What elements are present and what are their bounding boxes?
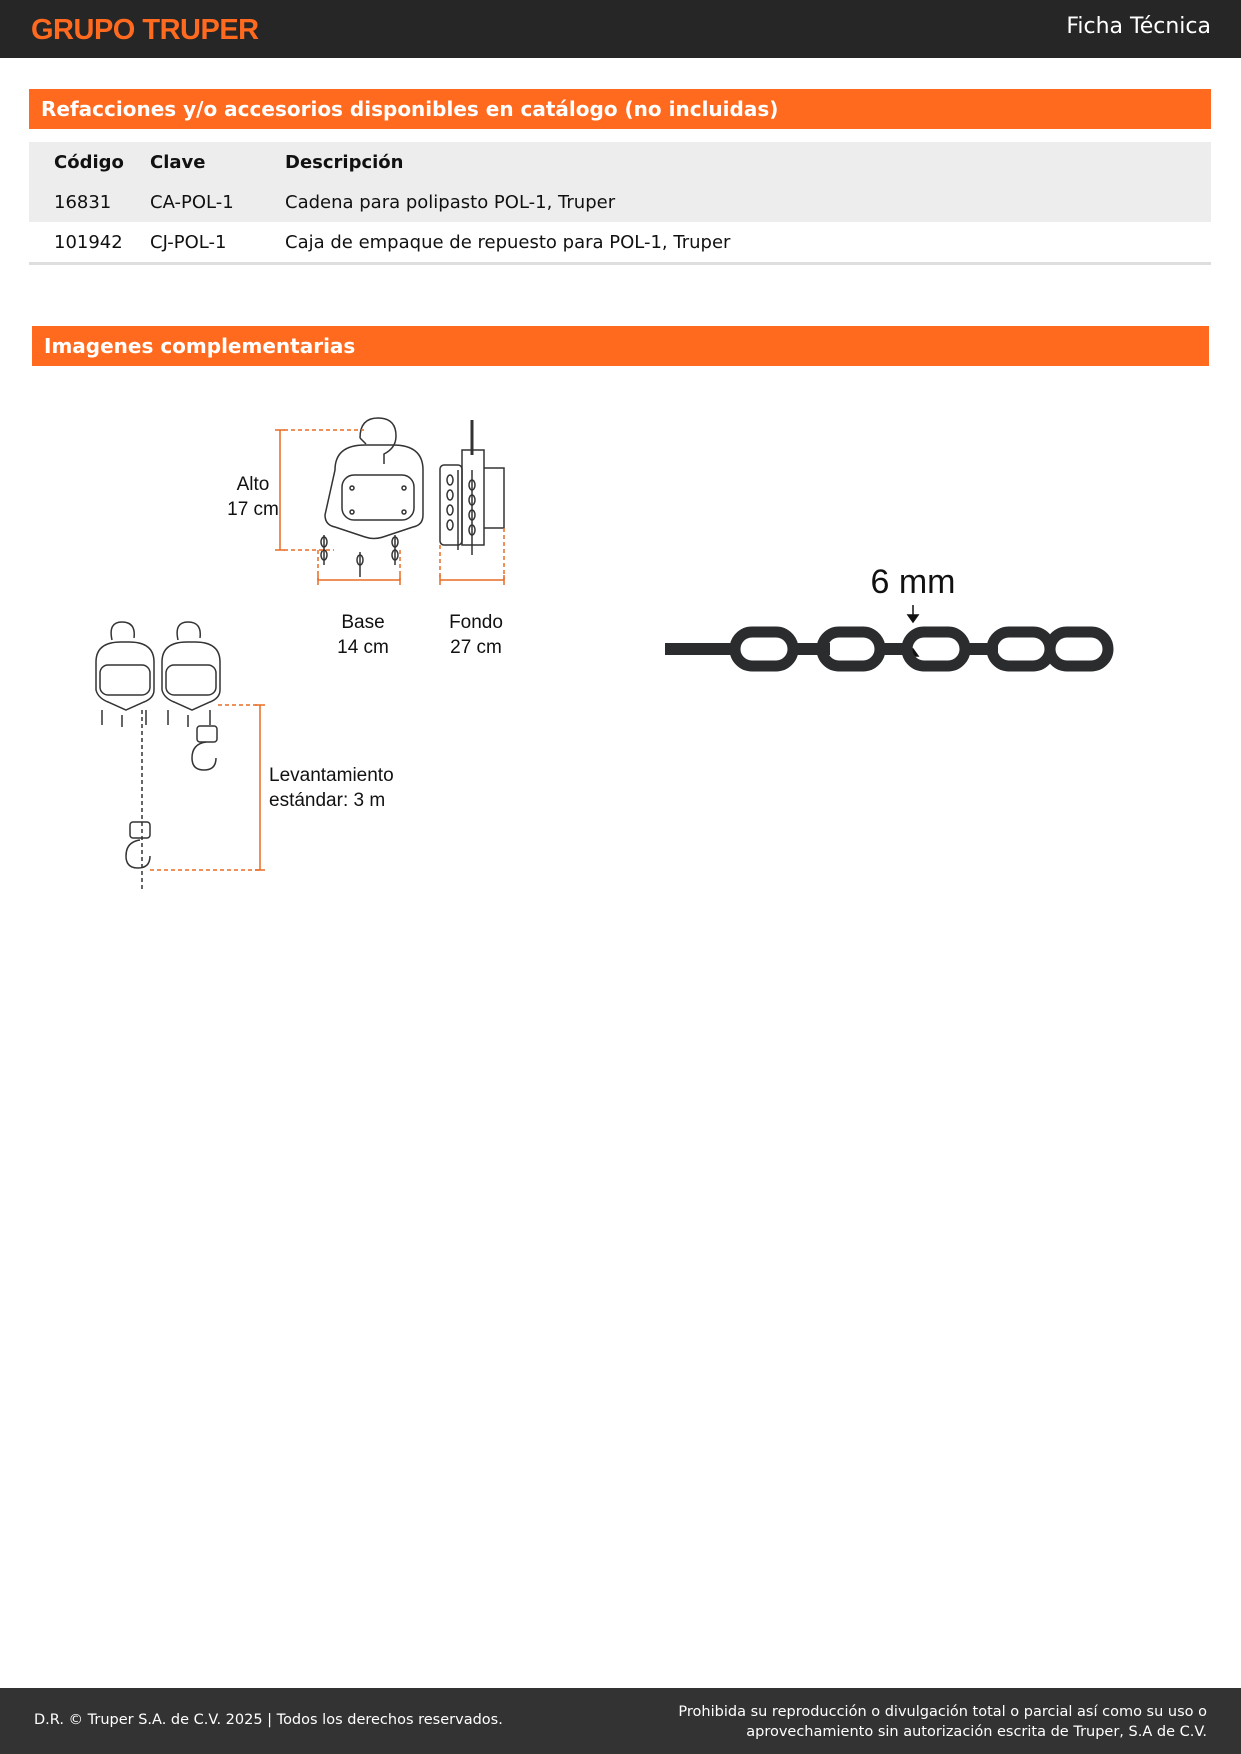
cell-description: Cadena para polipasto POL-1, Truper — [285, 191, 616, 213]
hoist-dimensions-diagram — [60, 400, 620, 890]
depth-value: 27 cm — [450, 637, 502, 658]
height-value: 17 cm — [227, 499, 279, 520]
brand-logo: GRUPO TRUPER — [31, 14, 259, 46]
chain-size-label: 6 mm — [870, 563, 956, 601]
chain-diagram — [655, 555, 1125, 685]
base-label: Base — [341, 612, 385, 633]
lift-label-line2: estándar: 3 m — [269, 790, 386, 811]
cell-key: CJ-POL-1 — [150, 222, 285, 264]
document-title: Ficha Técnica — [1066, 14, 1211, 39]
cell-description: Caja de empaque de repuesto para POL-1, Truper — [285, 222, 1211, 264]
legal-notice-line1: Prohibida su reproducción o divulgación total o parcial así como su uso o — [678, 1704, 1207, 1720]
cell-code: 16831 — [54, 191, 112, 213]
legal-notice — [678, 1702, 1207, 1742]
table-row — [29, 222, 1211, 264]
column-header-code: Código — [54, 151, 124, 173]
cell-code: 101942 — [29, 222, 150, 264]
depth-label: Fondo — [449, 612, 503, 633]
cell-key: CA-POL-1 — [150, 191, 234, 213]
images-section-title: Imagenes complementarias — [32, 326, 1209, 366]
copyright-text: D.R. © Truper S.A. de C.V. 2025 | Todos los derechos reservados. — [34, 1712, 503, 1728]
height-label: Alto — [236, 474, 270, 495]
column-header-description: Descripción — [285, 151, 404, 173]
lift-label-line1: Levantamiento — [269, 765, 394, 786]
table-row — [29, 182, 1211, 222]
top-header — [0, 0, 1241, 58]
footer — [0, 1688, 1241, 1754]
legal-notice-line2: aprovechamiento sin autorización escrita de Truper, S.A de C.V. — [746, 1724, 1207, 1740]
accessories-table — [29, 142, 1211, 265]
column-header-key: Clave — [150, 151, 206, 173]
table-header-row — [29, 142, 1211, 182]
accessories-section-title: Refacciones y/o accesorios disponibles en catálogo (no incluidas) — [29, 89, 1211, 129]
base-value: 14 cm — [337, 637, 389, 658]
